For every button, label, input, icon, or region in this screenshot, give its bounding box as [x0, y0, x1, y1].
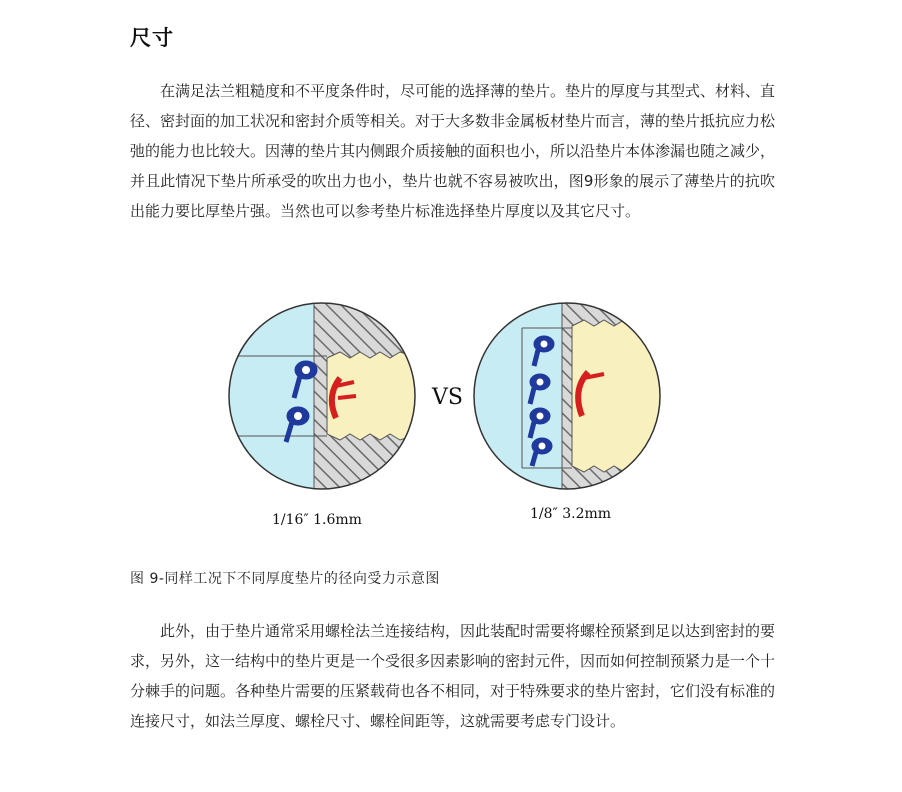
section-title: 尺寸 — [130, 26, 174, 50]
thick-gasket-label: 1/8″ 3.2mm — [530, 506, 612, 522]
gasket-comparison-figure — [222, 286, 684, 536]
paragraph-bolt-preload: 此外，由于垫片通常采用螺栓法兰连接结构，因此装配时需要将螺栓预紧到足以达到密封的要求，另外，这一结构中的垫片更是一个受很多因素影响的密封元件，因而如何控制预紧力是一个十分棘手的问题。各种垫片需要的压紧载荷也各不相同，对于特殊要求的垫片密封，它们没有标准的连接尺寸，如法兰厚度、螺栓尺寸、螺栓间距等，这就需要考虑专门设计。 — [130, 622, 776, 730]
paragraph-gasket-thickness: 在满足法兰粗糙度和不平度条件时，尽可能的选择薄的垫片。垫片的厚度与其型式、材料、直径、密封面的加工状况和密封介质等相关。对于大多数非金属板材垫片而言，薄的垫片抵抗应力松弛的能力也比较大。因薄的垫片其内侧跟介质接触的面积也小，所以沿垫片本体渗漏也随之减少，并且此情况下垫片所承受的吹出力也小，垫片也就不容易被吹出，图9形象的展示了薄垫片的抗吹出能力要比厚垫片强。当然也可以参考垫片标准选择垫片厚度以及其它尺寸。 — [130, 82, 776, 220]
flange-face-right — [572, 320, 662, 472]
vs-label: VS — [432, 385, 463, 410]
thin-gasket-diagram — [222, 286, 434, 536]
figure-caption: 图 9-同样工况下不同厚度垫片的径向受力示意图 — [130, 571, 440, 587]
thin-gasket-label: 1/16″ 1.6mm — [272, 512, 362, 528]
thick-gasket-diagram — [467, 286, 682, 536]
